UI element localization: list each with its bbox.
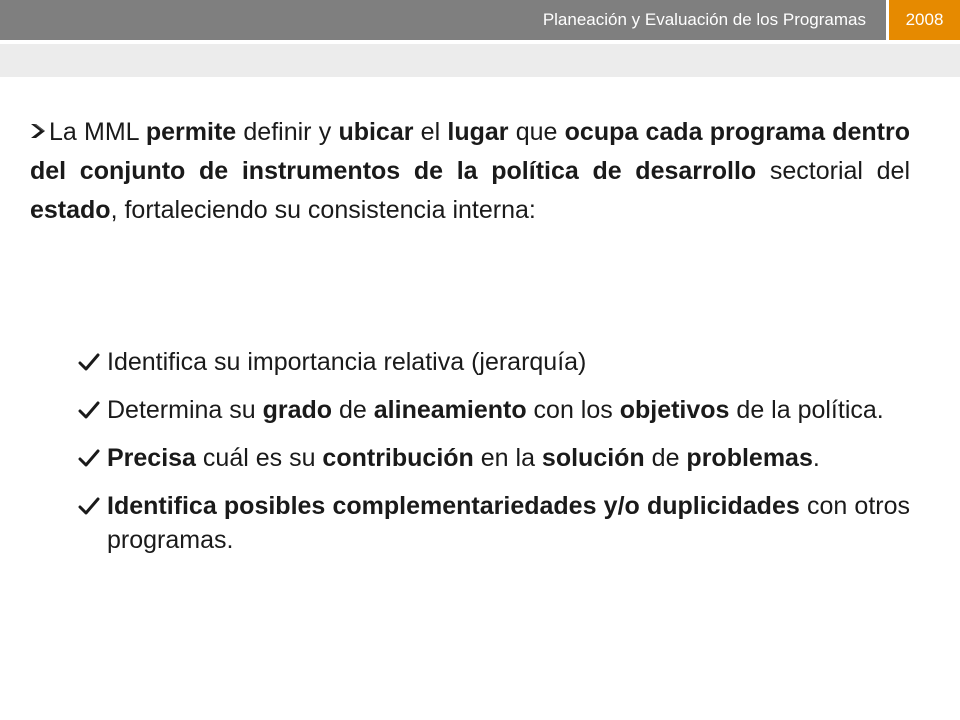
bold-text: permite [145,118,237,146]
bold-text: ocupa cada programa dentro del conjunto de instrumentos de la política de desarrollo [30,118,910,185]
bold-text: lugar [447,118,509,146]
bold-text: problemas [686,444,813,472]
header-title: Planeación y Evaluación de los Programas [542,10,866,29]
subheader-bar [0,44,960,77]
checklist-item-text: Identifica su importancia relativa (jerarquía) [107,348,587,376]
checkmark-icon [78,352,100,372]
bold-text: grado [262,396,333,424]
main-point-paragraph [30,113,910,230]
checkmark-icon [78,496,100,516]
checklist-item [78,345,910,379]
bold-text: alineamiento [373,396,527,424]
checklist-item [78,489,910,557]
checkmark-icon [78,400,100,420]
bold-text: Precisa [107,444,196,472]
checkmark-icon [78,448,100,468]
checklist-item [78,441,910,475]
checklist-item [78,393,910,427]
bold-text: Identifica posibles complementariedades y/o duplicidades [107,492,800,520]
arrow-bullet-icon [30,122,48,140]
checklist-item-text: Identifica posibles complementariedades y/o duplicidades con otros programas. [107,492,910,554]
checklist-item-text: Precisa cuál es su contribución en la solución de problemas. [107,444,820,472]
main-point-text: La MML permite definir y ubicar el lugar que ocupa cada programa dentro del conjunto de instrumentos de la política de desarrollo sectorial del estado, fortaleciendo su consistencia interna: [30,118,910,224]
bold-text: contribución [322,444,474,472]
header-year-badge: 2008 [889,0,960,40]
bold-text: estado [30,196,111,224]
bold-text: objetivos [619,396,730,424]
bold-text: ubicar [338,118,414,146]
bold-text: solución [541,444,645,472]
checklist-item-text: Determina su grado de alineamiento con los objetivos de la política. [107,396,884,424]
checklist [78,345,910,571]
